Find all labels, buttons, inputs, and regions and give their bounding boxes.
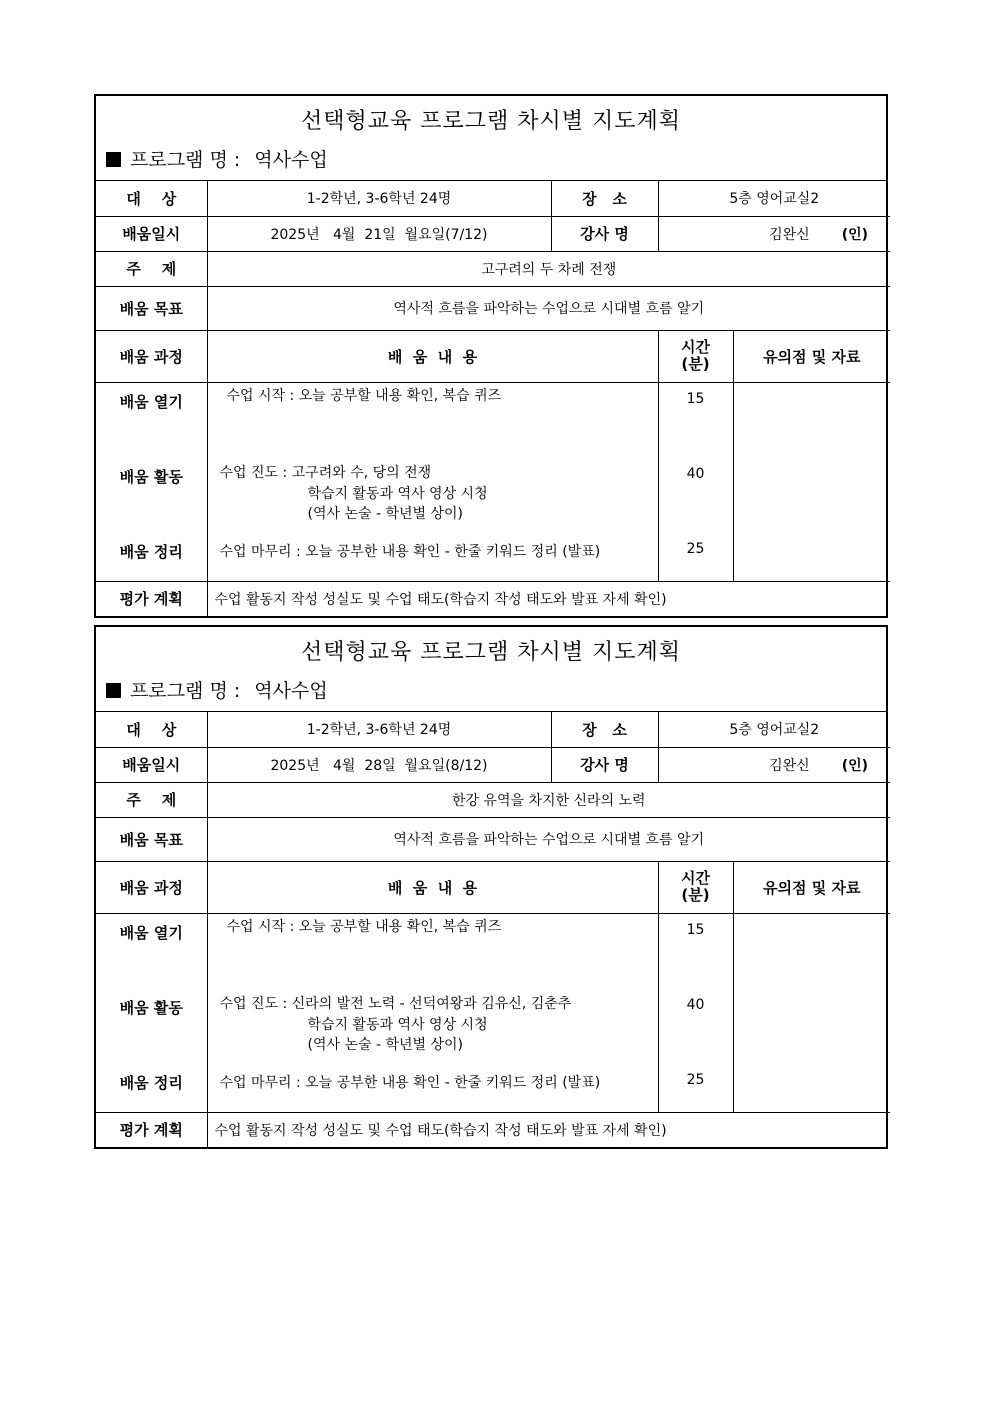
notes-cell [733, 913, 890, 1112]
target-value: 1-2학년, 3-6학년 24명 [207, 712, 551, 747]
place-label: 장 소 [551, 181, 658, 216]
place-label: 장 소 [551, 712, 658, 747]
program-label: 프로그램 명 : [130, 680, 241, 702]
eval-value: 수업 활동지 작성 성실도 및 수업 태도(학습지 작성 태도와 발표 자세 확인) [207, 1112, 890, 1147]
date-value: 2025년 4월 21일 월요일(7/12) [207, 216, 551, 251]
eval-label: 평가 계획 [96, 581, 207, 616]
step-content-activity-3: (역사 논술 - 학년별 상이) [307, 1036, 463, 1053]
step-content-activity-2: 학습지 활동과 역사 영상 시청 [307, 485, 488, 502]
teacher-name: 김완신 [769, 226, 810, 243]
time-header-line2: (분) [681, 355, 710, 373]
step-content-activity-1: 수업 진도 : 고구려와 수, 당의 전쟁 [219, 464, 432, 481]
square-bullet-icon [106, 683, 121, 698]
date-label: 배움일시 [96, 216, 207, 251]
target-label: 대 상 [96, 181, 207, 216]
topic-label: 주 제 [96, 251, 207, 286]
teacher-cell [658, 747, 890, 782]
notes-header: 유의점 및 자료 [733, 330, 890, 382]
plan-table [96, 712, 890, 1147]
target-value: 1-2학년, 3-6학년 24명 [207, 181, 551, 216]
eval-value: 수업 활동지 작성 성실도 및 수업 태도(학습지 작성 태도와 발표 자세 확인) [207, 581, 890, 616]
step-content-close: 수업 마무리 : 오늘 공부한 내용 확인 - 한줄 키워드 정리 (발표) [219, 543, 601, 560]
process-label: 배움 과정 [96, 861, 207, 913]
step-time-open: 15 [686, 390, 705, 407]
topic-label: 주 제 [96, 782, 207, 817]
step-content-activity-2: 학습지 활동과 역사 영상 시청 [307, 1016, 488, 1033]
topic-value: 고구려의 두 차례 전쟁 [207, 251, 890, 286]
time-header [658, 861, 733, 913]
process-label: 배움 과정 [96, 330, 207, 382]
date-value: 2025년 4월 28일 월요일(8/12) [207, 747, 551, 782]
process-steps [96, 382, 207, 581]
content-header: 배 움 내 용 [207, 330, 658, 382]
date-label: 배움일시 [96, 747, 207, 782]
step-label-activity: 배움 활동 [119, 467, 183, 486]
program-label: 프로그램 명 : [130, 149, 241, 171]
lesson-plan-2 [94, 625, 888, 1149]
step-time-activity: 40 [686, 996, 705, 1013]
notes-cell [733, 382, 890, 581]
teacher-label: 강사 명 [551, 747, 658, 782]
lesson-plan-1 [94, 94, 888, 618]
step-time-open: 15 [686, 921, 705, 938]
time-header-line2: (분) [681, 886, 710, 904]
plan-title: 선택형교육 프로그램 차시별 지도계획 [300, 109, 681, 134]
place-value: 5층 영어교실2 [658, 181, 890, 216]
process-steps [96, 913, 207, 1112]
square-bullet-icon [106, 152, 121, 167]
step-time-activity: 40 [686, 465, 705, 482]
program-line [106, 676, 328, 703]
step-label-close: 배움 정리 [119, 1073, 183, 1092]
notes-header: 유의점 및 자료 [733, 861, 890, 913]
topic-value: 한강 유역을 차지한 신라의 노력 [207, 782, 890, 817]
step-time-close: 25 [686, 1071, 705, 1088]
seal-mark: (인) [841, 757, 869, 774]
process-times [658, 382, 733, 581]
teacher-cell [658, 216, 890, 251]
time-header-line1: 시간 [681, 338, 710, 356]
step-content-open: 수업 시작 : 오늘 공부할 내용 확인, 복습 퀴즈 [226, 387, 502, 404]
program-line [106, 145, 328, 172]
plan-header [96, 627, 886, 712]
place-value: 5층 영어교실2 [658, 712, 890, 747]
time-header [658, 330, 733, 382]
teacher-name: 김완신 [769, 757, 810, 774]
step-label-activity: 배움 활동 [119, 998, 183, 1017]
eval-label: 평가 계획 [96, 1112, 207, 1147]
plan-title: 선택형교육 프로그램 차시별 지도계획 [300, 640, 681, 665]
step-content-activity-1: 수업 진도 : 신라의 발전 노력 - 선덕여왕과 김유신, 김춘추 [219, 995, 572, 1012]
target-label: 대 상 [96, 712, 207, 747]
step-content-activity-3: (역사 논술 - 학년별 상이) [307, 505, 463, 522]
process-times [658, 913, 733, 1112]
goal-value: 역사적 흐름을 파악하는 수업으로 시대별 흐름 알기 [207, 817, 890, 861]
program-name: 역사수업 [254, 680, 328, 702]
goal-label: 배움 목표 [96, 286, 207, 330]
step-content-close: 수업 마무리 : 오늘 공부한 내용 확인 - 한줄 키워드 정리 (발표) [219, 1074, 601, 1091]
process-content [207, 913, 658, 1112]
plan-table [96, 181, 890, 616]
step-time-close: 25 [686, 540, 705, 557]
step-label-close: 배움 정리 [119, 542, 183, 561]
process-content [207, 382, 658, 581]
goal-value: 역사적 흐름을 파악하는 수업으로 시대별 흐름 알기 [207, 286, 890, 330]
time-header-line1: 시간 [681, 869, 710, 887]
goal-label: 배움 목표 [96, 817, 207, 861]
step-label-open: 배움 열기 [119, 923, 183, 942]
step-content-open: 수업 시작 : 오늘 공부할 내용 확인, 복습 퀴즈 [226, 918, 502, 935]
step-label-open: 배움 열기 [119, 392, 183, 411]
teacher-label: 강사 명 [551, 216, 658, 251]
seal-mark: (인) [841, 226, 869, 243]
program-name: 역사수업 [254, 149, 328, 171]
content-header: 배 움 내 용 [207, 861, 658, 913]
plan-header [96, 96, 886, 181]
